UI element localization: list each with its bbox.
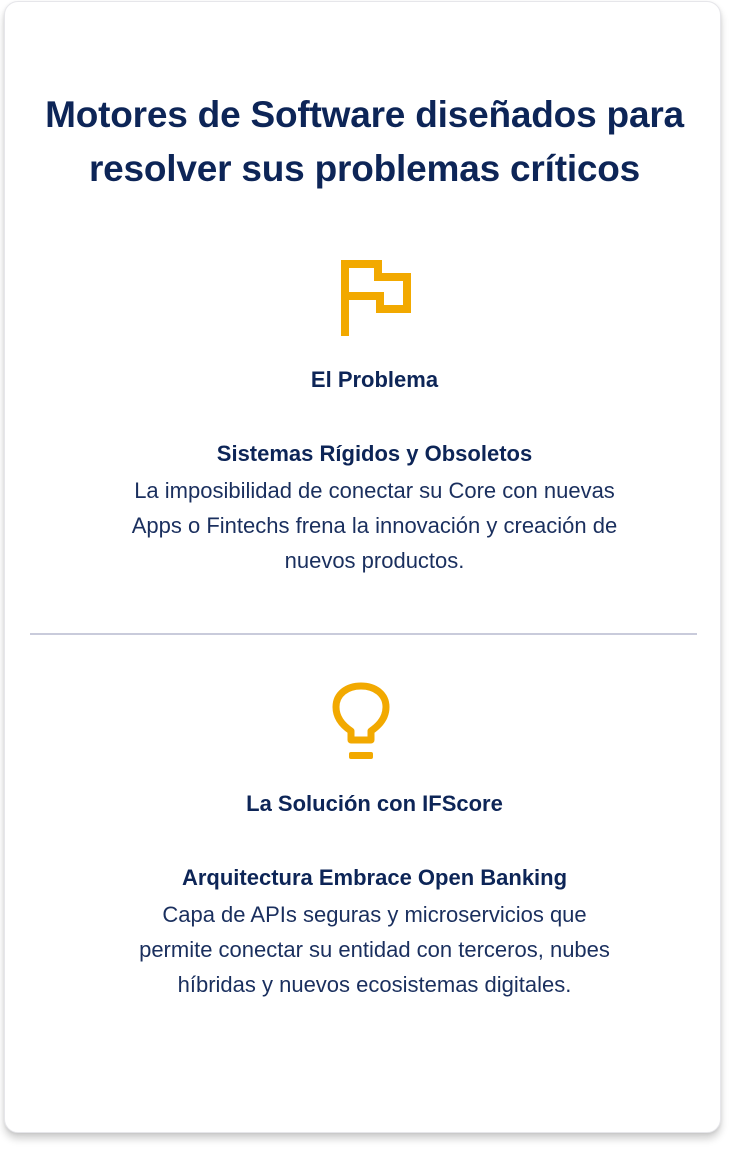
solution-description	[0, 897, 737, 1002]
problem-subtitle: Sistemas Rígidos y Obsoletos	[216, 441, 533, 466]
solution-section-label: La Solución con IFScore	[246, 791, 503, 816]
problem-description	[0, 473, 737, 578]
flag-icon	[337, 258, 413, 340]
problem-description-line-1: La imposibilidad de conectar su Core con nuevas	[134, 478, 615, 503]
solution-description-line-2: permite conectar su entidad con terceros, nubes	[139, 937, 610, 962]
solution-description-line-1: Capa de APIs seguras y microservicios que	[162, 902, 587, 927]
section-divider	[30, 633, 697, 635]
lightbulb-icon	[330, 682, 392, 764]
problem-section-label: El Problema	[310, 367, 439, 392]
solution-subtitle: Arquitectura Embrace Open Banking	[181, 865, 568, 890]
problem-description-line-2: Apps o Fintechs frena la innovación y creación de	[131, 513, 618, 538]
page-title	[0, 88, 729, 196]
page-title-line-2: resolver sus problemas críticos	[88, 148, 641, 189]
page-title-line-1: Motores de Software diseñados para	[45, 94, 684, 135]
problem-description-line-3: nuevos productos.	[284, 548, 465, 573]
solution-description-line-3: híbridas y nuevos ecosistemas digitales.	[177, 972, 572, 997]
